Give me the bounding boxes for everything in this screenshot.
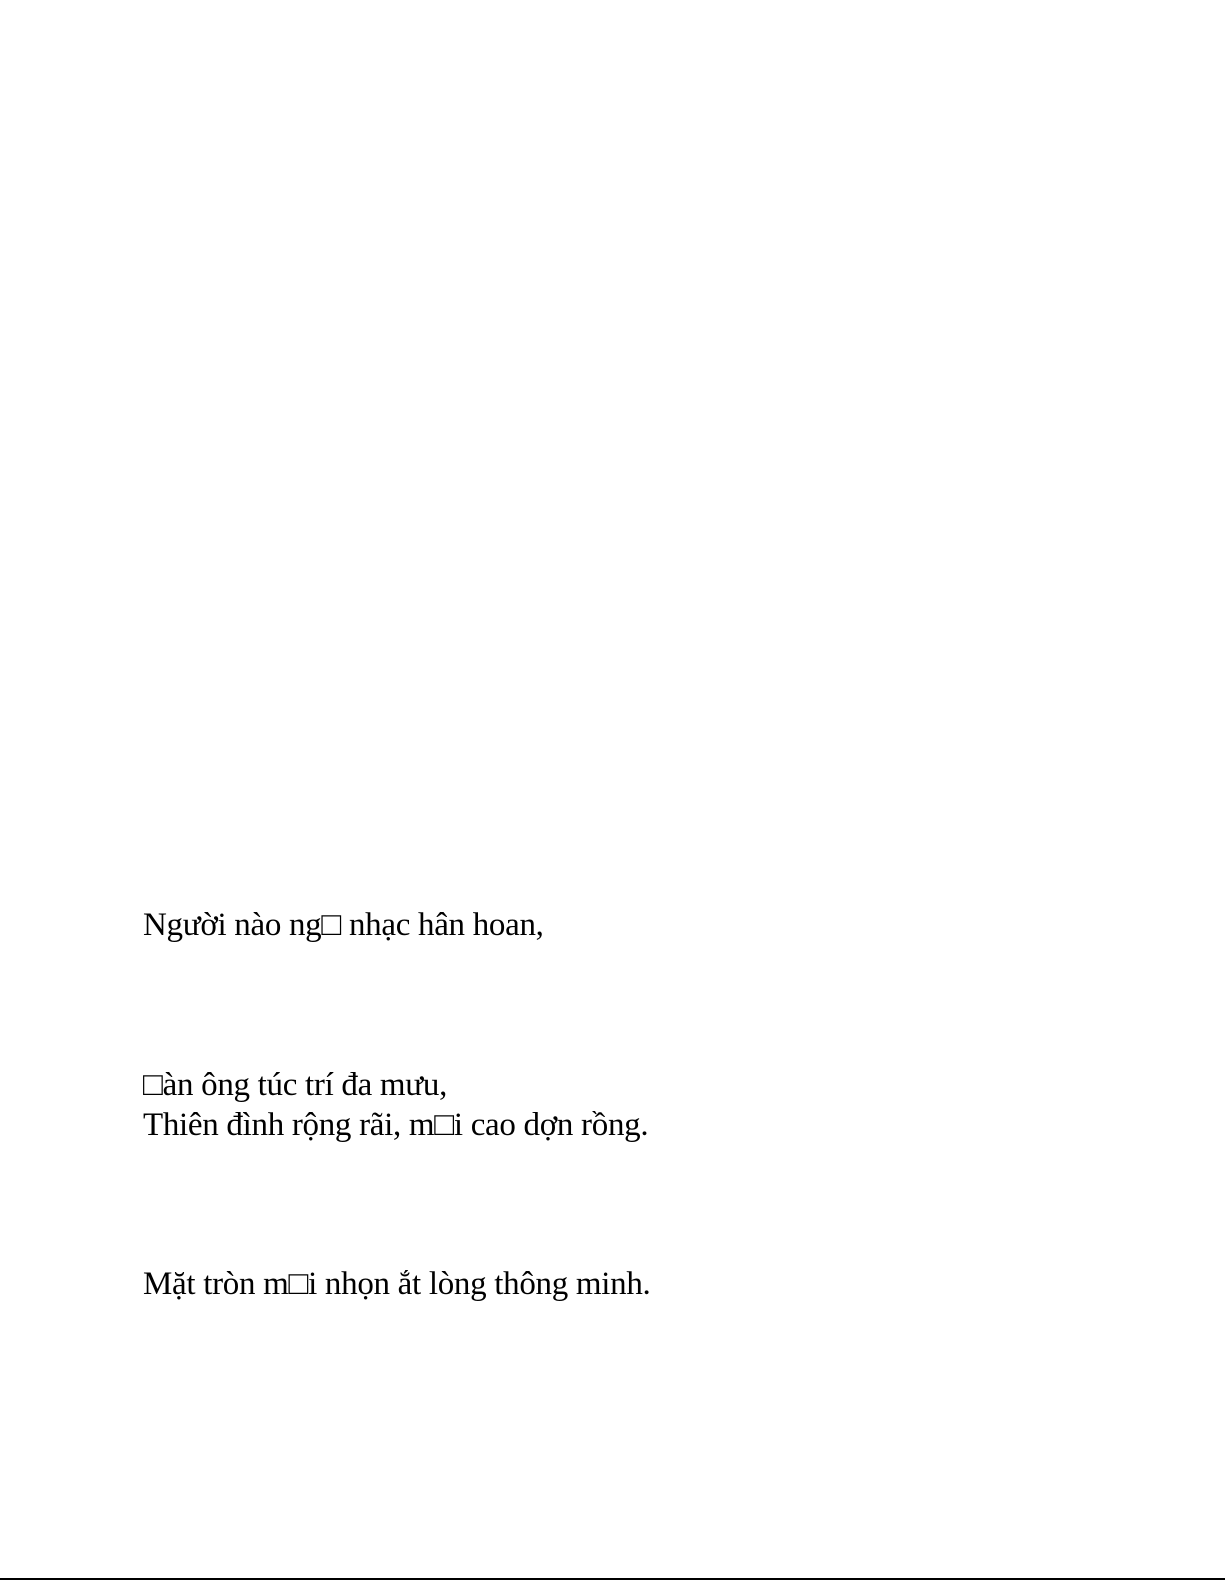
text-line-3: Thiên đình rộng rãi, m□i cao dợn rồng. [143, 1107, 649, 1143]
text-line-2: □àn ông túc trí đa mưu, [143, 1067, 448, 1103]
text-line-1: Người nào ng□ nhạc hân hoan, [143, 907, 544, 943]
text-line-4: Mặt tròn m□i nhọn ắt lòng thông minh. [143, 1266, 651, 1302]
bottom-border-line [0, 1578, 1225, 1580]
